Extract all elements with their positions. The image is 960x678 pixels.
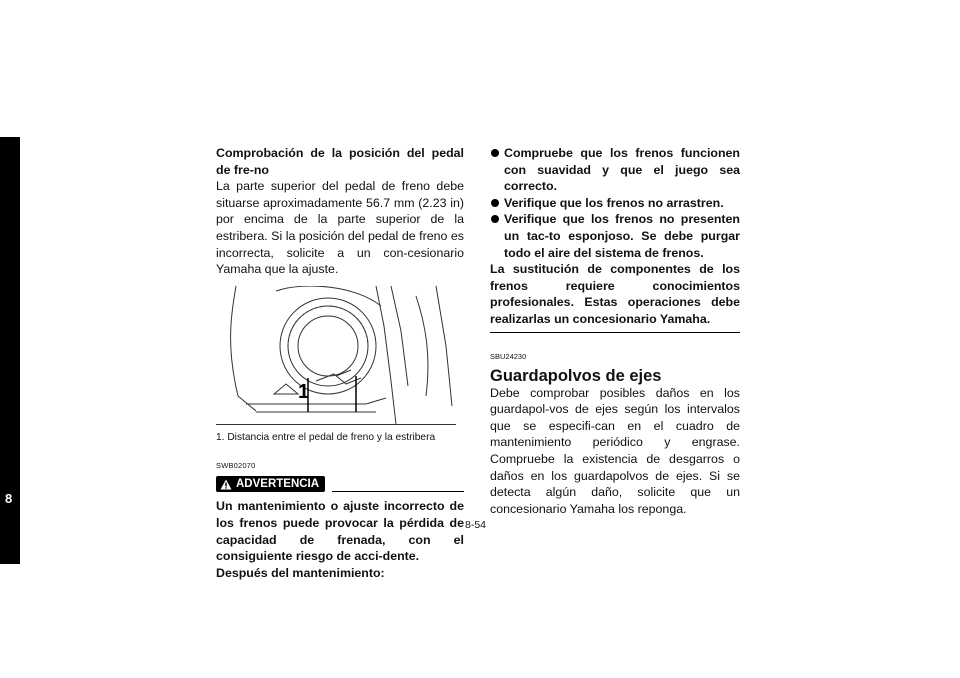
left-column <box>216 145 464 581</box>
warning-text: Un mantenimiento o ajuste incorrecto de los frenos puede provocar la pérdida de capacidad de frenada, con el consiguiente riesgo de acci-dente. <box>216 499 464 564</box>
list-item-text: Verifique que los frenos no presenten un tac-to esponjoso. Se debe purgar todo el aire del sistema de frenos. <box>504 212 740 260</box>
warning-label: ADVERTENCIA <box>236 478 320 491</box>
page-number: 8-54 <box>465 519 487 531</box>
brake-pedal-drawing <box>216 286 456 424</box>
list-item <box>490 211 740 261</box>
warning-header <box>216 476 464 494</box>
note-rule <box>490 332 740 334</box>
chapter-number: 8 <box>5 491 13 506</box>
list-item <box>490 145 740 195</box>
warning-triangle-icon <box>220 479 232 490</box>
list-item-text: Compruebe que los frenos funcionen con suavidad y que el juego sea correcto. <box>504 146 740 194</box>
list-item-text: Verifique que los frenos no arrastren. <box>504 195 724 210</box>
after-maintenance-label: Después del mantenimiento: <box>216 565 385 580</box>
list-item <box>490 195 740 212</box>
warning-rule <box>332 491 464 492</box>
warning-code: SWB02070 <box>216 460 256 470</box>
brake-pedal-illustration <box>216 286 456 425</box>
section-heading-brake-pedal: Comprobación de la posición del pedal de fre-no <box>216 146 464 177</box>
section-paragraph: Debe comprobar posibles daños en los guardapol-vos de ejes según los intervalos que se especifi-can en el cuadro de mantenimiento periódico y engrase. Compruebe la existencia de desgarros o daños en los guardapolvos de ejes. Si se detecta algún daño, solicite que un concesionario Yamaha los reponga. <box>490 385 740 516</box>
figure-callout-1: 1 <box>298 380 310 403</box>
right-column <box>490 145 740 517</box>
bullet-icon <box>491 149 499 157</box>
brake-pedal-paragraph: La parte superior del pedal de freno debe situarse aproximadamente 56.7 mm (2.23 in) por encima de la parte superior de la estribera. Si la posición del pedal de freno es incorrecta, solicite a un con-cesionario Yamaha que la ajuste. <box>216 179 464 277</box>
bullet-icon <box>491 199 499 207</box>
professional-note: La sustitución de componentes de los frenos requiere conocimientos profesionales. Estas operaciones debe realizarlas un concesionario Yamaha. <box>490 262 740 326</box>
bullet-icon <box>491 215 499 223</box>
chapter-tab <box>0 137 20 564</box>
figure-caption: 1. Distancia entre el pedal de freno y la estribera <box>216 431 436 443</box>
maintenance-checklist <box>490 145 740 261</box>
section-title: Guardapolvos de ejes <box>490 366 662 385</box>
section-code: SBU24230 <box>490 352 527 362</box>
warning-badge <box>216 476 325 492</box>
